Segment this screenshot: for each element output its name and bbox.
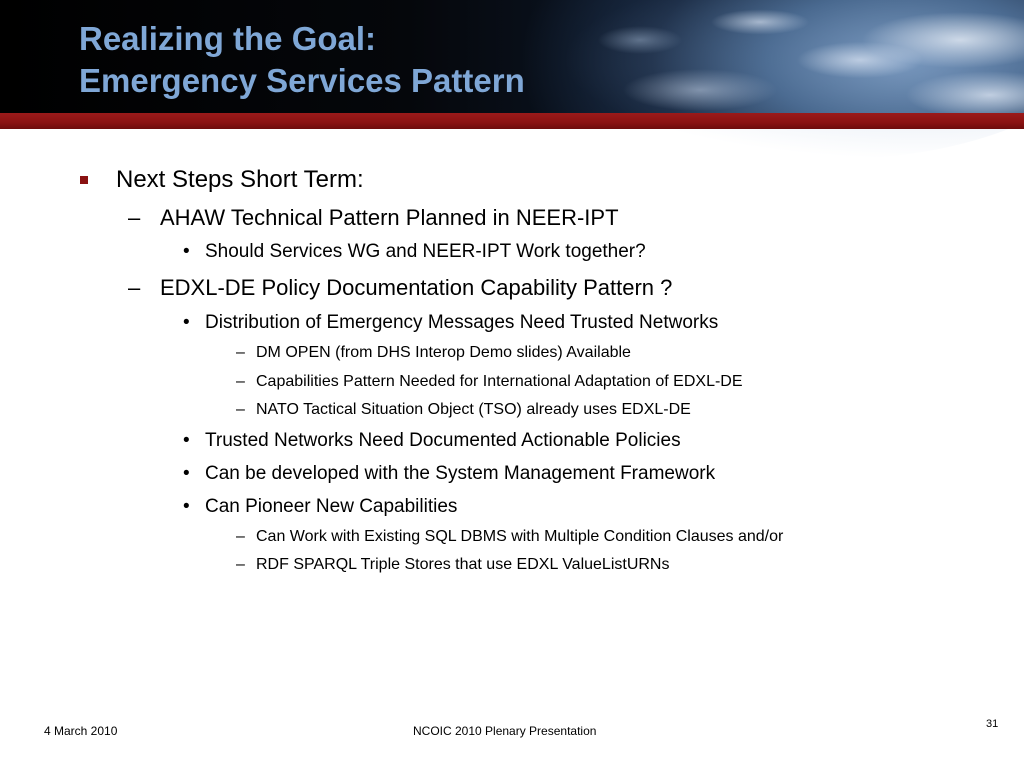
dash-marker: – bbox=[236, 528, 245, 545]
footer-date: 4 March 2010 bbox=[44, 724, 118, 738]
title-line-2: Emergency Services Pattern bbox=[79, 62, 525, 99]
slide-title bbox=[79, 18, 525, 102]
bullet-level3: Trusted Networks Need Documented Actionable Policies bbox=[205, 430, 681, 451]
bullet-level4: Can Work with Existing SQL DBMS with Multiple Condition Clauses and/or bbox=[256, 528, 784, 545]
slide-number: 31 bbox=[986, 718, 999, 730]
dash-marker: – bbox=[236, 401, 245, 418]
bullet-level2: AHAW Technical Pattern Planned in NEER-IPT bbox=[160, 205, 619, 230]
accent-bar bbox=[0, 113, 1024, 129]
dot-marker: • bbox=[183, 312, 190, 333]
bullet-level2: EDXL-DE Policy Documentation Capability Pattern ? bbox=[160, 275, 673, 300]
square-bullet-icon bbox=[80, 176, 88, 184]
dot-marker: • bbox=[183, 241, 190, 262]
dash-marker: – bbox=[128, 275, 141, 300]
bullet-level4: NATO Tactical Situation Object (TSO) already uses EDXL-DE bbox=[256, 401, 691, 418]
dash-marker: – bbox=[236, 373, 245, 390]
dot-marker: • bbox=[183, 430, 190, 451]
footer-presentation-title: NCOIC 2010 Plenary Presentation bbox=[413, 724, 597, 738]
bullet-level3: Should Services WG and NEER-IPT Work together? bbox=[205, 241, 646, 262]
header-banner bbox=[0, 0, 1024, 113]
bullet-level4: DM OPEN (from DHS Interop Demo slides) Available bbox=[256, 344, 631, 361]
bullet-level3: Distribution of Emergency Messages Need Trusted Networks bbox=[205, 312, 719, 333]
bullet-level3: Can Pioneer New Capabilities bbox=[205, 496, 458, 517]
dash-marker: – bbox=[128, 205, 141, 230]
title-line-1: Realizing the Goal: bbox=[79, 20, 377, 57]
dash-marker: – bbox=[236, 344, 245, 361]
bullet-level4: Capabilities Pattern Needed for International Adaptation of EDXL-DE bbox=[256, 373, 743, 390]
bullet-level1: Next Steps Short Term: bbox=[116, 166, 364, 193]
dash-marker: – bbox=[236, 556, 245, 573]
bullet-level4: RDF SPARQL Triple Stores that use EDXL ValueListURNs bbox=[256, 556, 670, 573]
bullet-level3: Can be developed with the System Management Framework bbox=[205, 463, 716, 484]
earth-image bbox=[560, 0, 1024, 160]
dot-marker: • bbox=[183, 463, 190, 484]
dot-marker: • bbox=[183, 496, 190, 517]
